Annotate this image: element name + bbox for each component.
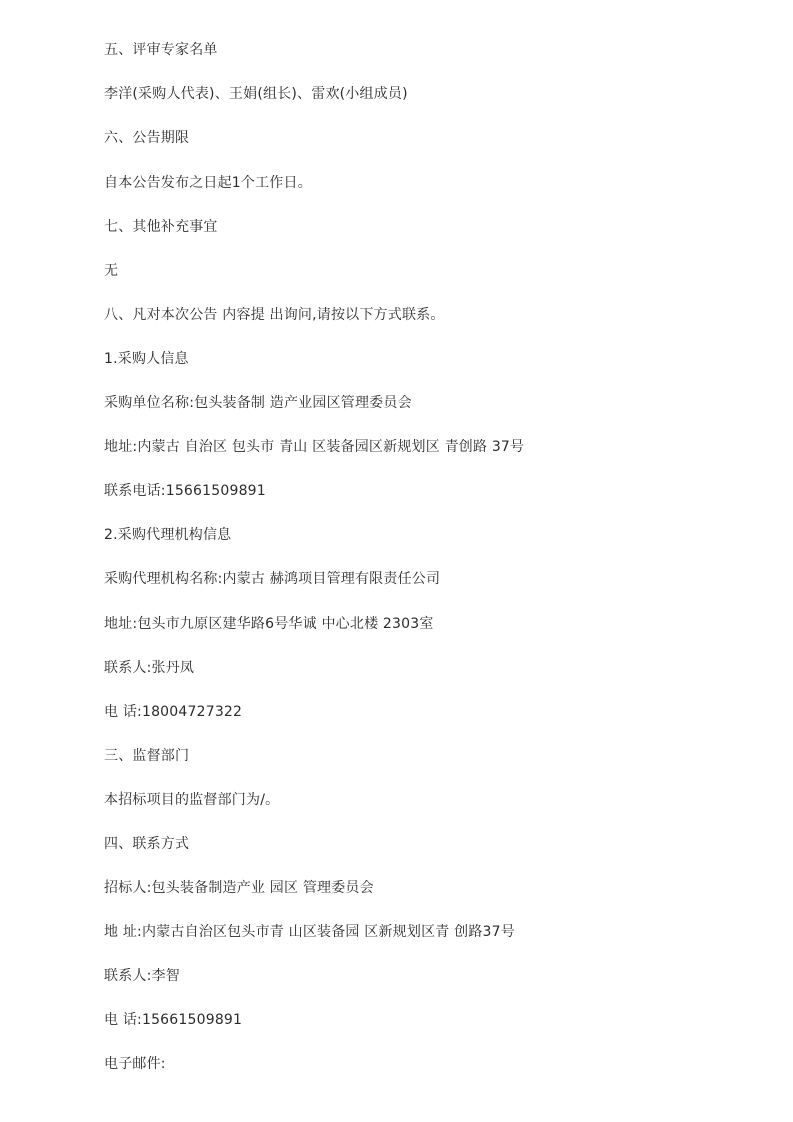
section-heading-contact-inquiry: 八、凡对本次公告 内容提 出询问,请按以下方式联系。: [104, 307, 445, 323]
section-heading-notice-period: 六、公告期限: [104, 130, 190, 146]
agency-phone: 电 话:18004727322: [104, 704, 243, 720]
tenderer-contact-person: 联系人:李智: [104, 968, 180, 984]
agency-name: 采购代理机构名称:内蒙古 赫鸿项目管理有限责任公司: [104, 571, 441, 587]
purchaser-name: 采购单位名称:包头装备制 造产业园区管理委员会: [104, 395, 412, 411]
tenderer-email: 电子邮件:: [104, 1056, 166, 1072]
subheading-purchaser-info: 1.采购人信息: [104, 351, 189, 367]
section-heading-review-experts: 五、评审专家名单: [104, 42, 218, 58]
purchaser-phone: 联系电话:15661509891: [104, 483, 266, 499]
agency-address: 地址:包头市九原区建华路6号华诚 中心北楼 2303室: [104, 616, 434, 632]
notice-period-text: 自本公告发布之日起1个工作日。: [104, 175, 312, 191]
section-heading-supervision: 三、监督部门: [104, 748, 190, 764]
section-heading-contact: 四、联系方式: [104, 836, 190, 852]
tenderer-name: 招标人:包头装备制造产业 园区 管理委员会: [104, 880, 374, 896]
tenderer-address: 地 址:内蒙古自治区包头市青 山区装备园 区新规划区青 创路37号: [104, 924, 515, 940]
purchaser-address: 地址:内蒙古 自治区 包头市 青山 区装备园区新规划区 青创路 37号: [104, 439, 525, 455]
section-heading-other-matters: 七、其他补充事宜: [104, 219, 218, 235]
subheading-agency-info: 2.采购代理机构信息: [104, 527, 232, 543]
other-matters-text: 无: [104, 263, 119, 279]
supervision-text: 本招标项目的监督部门为/。: [104, 792, 280, 808]
agency-contact-person: 联系人:张丹凤: [104, 660, 195, 676]
review-experts-list: 李洋(采购人代表)、王娟(组长)、雷欢(小组成员): [104, 86, 408, 102]
tenderer-phone: 电 话:15661509891: [104, 1012, 243, 1028]
